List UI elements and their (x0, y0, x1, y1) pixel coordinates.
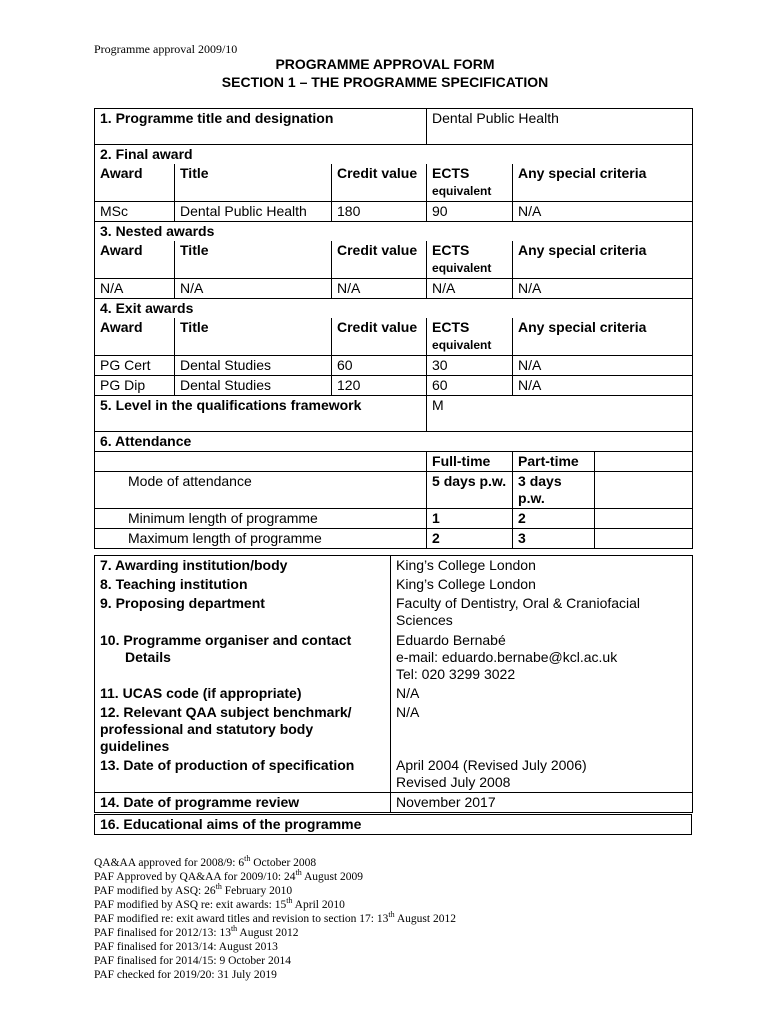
attendance-row (95, 472, 693, 509)
section-16-table (94, 814, 692, 835)
info-row (95, 556, 693, 576)
col-ects: ECTS equivalent (427, 241, 513, 279)
col-ects: ECTS equivalent (427, 318, 513, 356)
section-title: SECTION 1 – THE PROGRAMME SPECIFICATION (221, 74, 549, 90)
section-6-label: 6. Attendance (95, 432, 693, 452)
section-2-data-row (95, 202, 693, 222)
footer-note: PAF finalised for 2013/14: August 2013 (94, 941, 278, 953)
col-credit: Credit value (332, 318, 427, 356)
info-label: 8. Teaching institution (95, 575, 391, 594)
title-cell: Dental Studies (175, 376, 332, 396)
institution-info-table (94, 555, 693, 813)
footer-note: PAF modified re: exit award titles and revision to section 17: 13th August 2012 (94, 910, 456, 925)
attendance-label: Mode of attendance (95, 472, 427, 509)
ects-cell: 60 (427, 376, 513, 396)
section-4-label: 4. Exit awards (95, 299, 693, 319)
info-value: King’s College London (391, 556, 693, 576)
info-value: April 2004 (Revised July 2006) Revised July 2008 (391, 756, 693, 793)
section-2-label: 2. Final award (95, 145, 693, 165)
info-row (95, 594, 693, 631)
title-cell: N/A (175, 279, 332, 299)
attendance-row (95, 529, 693, 549)
info-label: 9. Proposing department (95, 594, 391, 631)
section-5-label: 5. Level in the qualifications framework (95, 396, 427, 432)
full-time-value: 2 (427, 529, 513, 549)
col-ects: ECTS equivalent (427, 164, 513, 202)
attendance-row (95, 509, 693, 529)
section-4-heading-row (95, 299, 693, 319)
info-row (95, 703, 693, 756)
criteria-cell: N/A (513, 356, 693, 376)
info-label: 11. UCAS code (if appropriate) (95, 684, 391, 703)
criteria-cell: N/A (513, 202, 693, 222)
criteria-cell: N/A (513, 279, 693, 299)
footer-note: PAF finalised for 2012/13: 13th August 2012 (94, 924, 299, 939)
info-label: 10. Programme organiser and contact Details (95, 631, 391, 684)
section-1-label: 1. Programme title and designation (95, 109, 427, 145)
section-3-data-row (95, 279, 693, 299)
section-3-heading-row (95, 222, 693, 242)
credit-cell: 60 (332, 356, 427, 376)
attendance-header-row (95, 452, 693, 472)
info-row (95, 756, 693, 793)
section-5-row (95, 396, 693, 432)
footer-note: PAF checked for 2019/20: 31 July 2019 (94, 969, 277, 981)
col-criteria: Any special criteria (513, 164, 693, 202)
section-4-data-row (95, 356, 693, 376)
full-time-value: 5 days p.w. (427, 472, 513, 509)
info-label: 7. Awarding institution/body (95, 556, 391, 576)
info-value: November 2017 (391, 793, 693, 813)
credit-cell: 120 (332, 376, 427, 396)
section-2-heading-row (95, 145, 693, 165)
col-award: Award (95, 164, 175, 202)
info-row (95, 631, 693, 684)
footer-note: PAF Approved by QA&AA for 2009/10: 24th August 2009 (94, 868, 364, 883)
section-3-label: 3. Nested awards (95, 222, 693, 242)
col-award: Award (95, 318, 175, 356)
footer-note: PAF modified by ASQ re: exit awards: 15th April 2010 (94, 896, 345, 911)
info-value: Eduardo Bernabé e-mail: eduardo.bernabe@kcl.ac.uk Tel: 020 3299 3022 (391, 631, 693, 684)
info-label: 12. Relevant QAA subject benchmark/ professional and statutory body guidelines (95, 703, 391, 756)
criteria-cell: N/A (513, 376, 693, 396)
footer-note: PAF modified by ASQ: 26th February 2010 (94, 882, 293, 897)
section-2-col-header-row (95, 164, 693, 202)
footer-note: QA&AA approved for 2008/9: 6th October 2008 (94, 854, 317, 869)
form-title: PROGRAMME APPROVAL FORM (275, 56, 495, 72)
ects-cell: N/A (427, 279, 513, 299)
credit-cell: N/A (332, 279, 427, 299)
attendance-label: Minimum length of programme (95, 509, 427, 529)
credit-cell: 180 (332, 202, 427, 222)
programme-spec-table (94, 108, 693, 549)
award-cell: PG Cert (95, 356, 175, 376)
col-credit: Credit value (332, 164, 427, 202)
section-4-data-row (95, 376, 693, 396)
col-title: Title (175, 164, 332, 202)
info-row (95, 793, 693, 813)
title-cell: Dental Public Health (175, 202, 332, 222)
part-time-header: Part-time (513, 452, 595, 472)
attendance-label: Maximum length of programme (95, 529, 427, 549)
info-row (95, 575, 693, 594)
info-value: King’s College London (391, 575, 693, 594)
info-label: 14. Date of programme review (95, 793, 391, 813)
ects-cell: 90 (427, 202, 513, 222)
level-value: M (427, 396, 693, 432)
section-4-col-header-row (95, 318, 693, 356)
col-criteria: Any special criteria (513, 241, 693, 279)
title-cell: Dental Studies (175, 356, 332, 376)
info-value: N/A (391, 684, 693, 703)
award-cell: PG Dip (95, 376, 175, 396)
col-title: Title (175, 318, 332, 356)
info-row (95, 684, 693, 703)
award-cell: MSc (95, 202, 175, 222)
running-header: Programme approval 2009/10 (94, 42, 238, 56)
info-label: 13. Date of production of specification (95, 756, 391, 793)
part-time-value: 3 days p.w. (513, 472, 595, 509)
full-time-header: Full-time (427, 452, 513, 472)
col-criteria: Any special criteria (513, 318, 693, 356)
col-award: Award (95, 241, 175, 279)
award-cell: N/A (95, 279, 175, 299)
info-value: N/A (391, 703, 693, 756)
col-title: Title (175, 241, 332, 279)
section-1-row (95, 109, 693, 145)
info-value: Faculty of Dentistry, Oral & Craniofacial Sciences (391, 594, 693, 631)
ects-cell: 30 (427, 356, 513, 376)
part-time-value: 3 (513, 529, 595, 549)
section-16-label: 16. Educational aims of the programme (95, 815, 692, 835)
section-6-heading-row (95, 432, 693, 452)
col-credit: Credit value (332, 241, 427, 279)
full-time-value: 1 (427, 509, 513, 529)
part-time-value: 2 (513, 509, 595, 529)
footer-note: PAF finalised for 2014/15: 9 October 2014 (94, 955, 291, 967)
programme-title-value: Dental Public Health (427, 109, 693, 145)
section-3-col-header-row (95, 241, 693, 279)
